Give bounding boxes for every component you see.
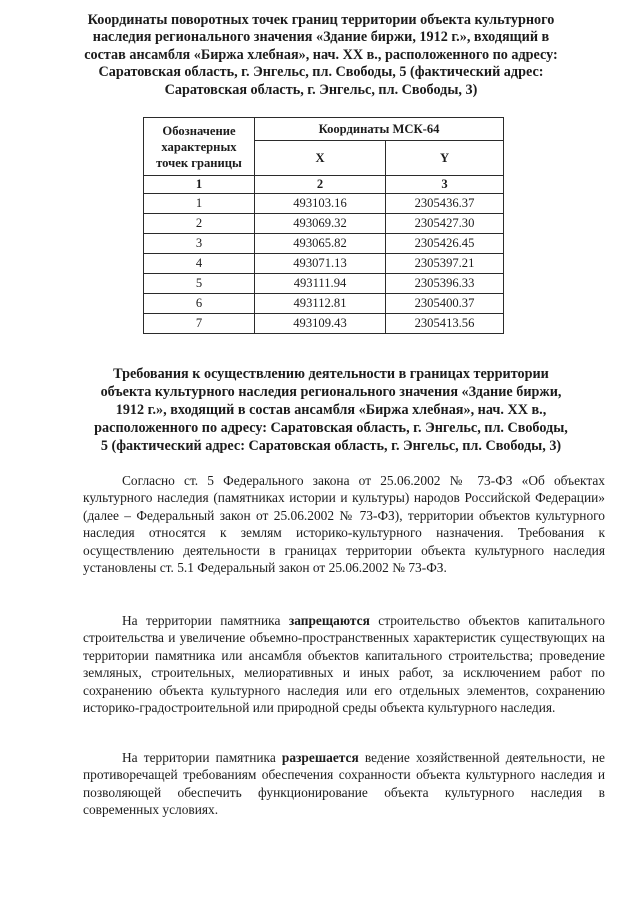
header-coordinates: Координаты МСК-64 bbox=[255, 118, 504, 141]
title-line: Координаты поворотных точек границ территории объекта культурного bbox=[87, 12, 555, 28]
x-cell: 493069.32 bbox=[255, 214, 386, 234]
y-cell: 2305427.30 bbox=[386, 214, 504, 234]
point-cell: 7 bbox=[144, 314, 255, 334]
column-number: 1 bbox=[144, 176, 255, 194]
x-cell: 493071.13 bbox=[255, 254, 386, 274]
document-title bbox=[68, 12, 574, 99]
table-row bbox=[144, 214, 504, 234]
coordinates-table bbox=[143, 117, 504, 334]
point-cell: 6 bbox=[144, 294, 255, 314]
point-cell: 3 bbox=[144, 234, 255, 254]
y-cell: 2305396.33 bbox=[386, 274, 504, 294]
x-cell: 493112.81 bbox=[255, 294, 386, 314]
header-x: X bbox=[255, 141, 386, 176]
y-cell: 2305400.37 bbox=[386, 294, 504, 314]
point-cell: 4 bbox=[144, 254, 255, 274]
y-cell: 2305397.21 bbox=[386, 254, 504, 274]
x-cell: 493065.82 bbox=[255, 234, 386, 254]
point-cell: 2 bbox=[144, 214, 255, 234]
table-row bbox=[144, 314, 504, 334]
prohibited-keyword: запрещаются bbox=[288, 613, 370, 628]
title-line: состав ансамбля «Биржа хлебная», нач. XX в., расположенного по адресу: bbox=[84, 46, 558, 63]
x-cell: 493109.43 bbox=[255, 314, 386, 334]
table-row bbox=[144, 294, 504, 314]
subtitle-line: объекта культурного наследия регионального значения «Здание биржи, bbox=[100, 384, 562, 400]
title-line: Саратовская область, г. Энгельс, пл. Свободы, 5 (фактический адрес: bbox=[98, 64, 544, 81]
requirements-title bbox=[64, 365, 598, 455]
paragraph-prohibitions: На территории памятника запрещаются строительство объектов капитального строительства и увеличение объемно-пространственных характеристик существующих на территории памятника или ансамбля объектов капитального строительства; проведение земляных, строительных, мелиоративных и иных работ, за исключением работ по сохранению объекта культурного наследия или его отдельных элементов, сохранению историко-градостроительной или природной среды объекта культурного наследия. bbox=[83, 613, 605, 716]
point-cell: 5 bbox=[144, 274, 255, 294]
subtitle-line: Требования к осуществлению деятельности в границах территории bbox=[113, 366, 549, 382]
header-point-designation: Обозначение характерных точек границы bbox=[144, 118, 255, 176]
x-cell: 493103.16 bbox=[255, 194, 386, 214]
table-row bbox=[144, 234, 504, 254]
y-cell: 2305426.45 bbox=[386, 234, 504, 254]
column-number: 2 bbox=[255, 176, 386, 194]
subtitle-line: расположенного по адресу: Саратовская область, г. Энгельс, пл. Свободы, bbox=[94, 420, 568, 436]
title-line: Саратовская область, г. Энгельс, пл. Свободы, 3) bbox=[164, 81, 478, 98]
subtitle-line: 1912 г.», входящий в состав ансамбля «Биржа хлебная», нач. XX в., bbox=[115, 402, 547, 418]
paragraph-permissions: На территории памятника разрешается ведение хозяйственной деятельности, не противоречащей требованиям обеспечения сохранности объекта культурного наследия и позволяющей обеспечить функционирование объекта культурного наследия в современных условиях. bbox=[83, 750, 606, 818]
permitted-keyword: разрешается bbox=[281, 750, 359, 765]
paragraph-legal-basis: Согласно ст. 5 Федерального закона от 25.06.2002 № 73-ФЗ «Об объектах культурного наследия (памятниках истории и культуры) народов Российской Федерации» (далее – Федеральный закон от 25.06.2002 № 73-ФЗ), территории объектов культурного наследия относятся к землям историко-культурного назначения. Требования к осуществлению деятельности в границах территории объекта культурного наследия установлены ст. 5.1 Федеральный закон от 25.06.2002 № 73-ФЗ. bbox=[83, 473, 605, 576]
title-line: наследия регионального значения «Здание биржи, 1912 г.», входящий в bbox=[92, 29, 550, 46]
y-cell: 2305413.56 bbox=[386, 314, 504, 334]
subtitle-line: 5 (фактический адрес: Саратовская область, г. Энгельс, пл. Свободы, 3) bbox=[100, 438, 562, 454]
column-number: 3 bbox=[386, 176, 504, 194]
table-row bbox=[144, 194, 504, 214]
header-y: Y bbox=[386, 141, 504, 176]
x-cell: 493111.94 bbox=[255, 274, 386, 294]
y-cell: 2305436.37 bbox=[386, 194, 504, 214]
table-row bbox=[144, 274, 504, 294]
table-row bbox=[144, 254, 504, 274]
point-cell: 1 bbox=[144, 194, 255, 214]
